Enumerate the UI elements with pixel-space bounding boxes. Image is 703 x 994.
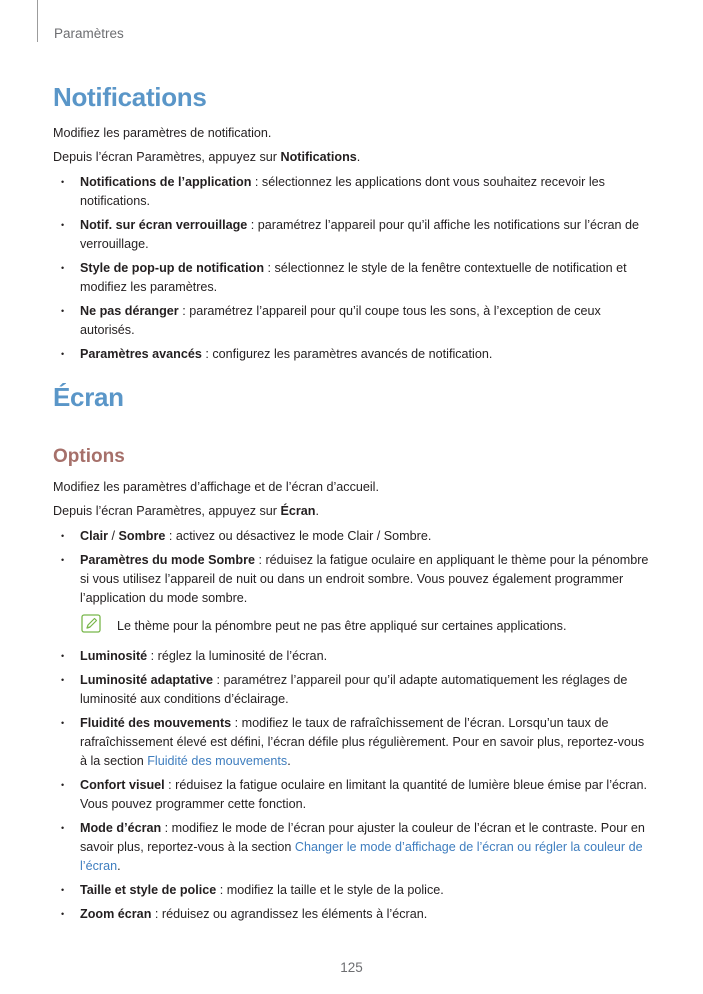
notifications-path: Depuis l’écran Paramètres, appuyez sur Notifications. xyxy=(53,150,361,164)
note xyxy=(81,613,641,637)
list-item: • Notifications de l’application : sélectionnez les applications dont vous souhaitez recevoir les notifications. xyxy=(53,173,653,211)
list-item: • Confort visuel : réduisez la fatigue oculaire en limitant la quantité de lumière bleue émise par l’écran. Vous pouvez programmer cette fonction. xyxy=(53,776,653,814)
list-item: • Luminosité adaptative : paramétrez l’appareil pour qu’il adapte automatiquement les réglages de luminosité aux conditions d’éclairage. xyxy=(53,671,653,709)
note-pencil-icon xyxy=(81,614,101,633)
notifications-list xyxy=(53,173,653,369)
list-item: • Style de pop-up de notification : sélectionnez le style de la fenêtre contextuelle de notification et modifiez les paramètres. xyxy=(53,259,653,297)
list-item: • Fluidité des mouvements : modifiez le taux de rafraîchissement de l’écran. Lorsqu’un taux de rafraîchissement élevé est défini, l’écran défile plus régulièrement. Pour en savoir plus, reportez-vous à la section Fluidité des mouvements. xyxy=(53,714,653,771)
list-item: • Paramètres avancés : configurez les paramètres avancés de notification. xyxy=(53,345,653,364)
ecran-list-b xyxy=(53,647,653,929)
heading-notifications: Notifications xyxy=(53,82,207,112)
list-item: • Zoom écran : réduisez ou agrandissez les éléments à l’écran. xyxy=(53,905,653,924)
list-item: • Ne pas déranger : paramétrez l’appareil pour qu’il coupe tous les sons, à l’exception de ceux autorisés. xyxy=(53,302,653,340)
list-item: • Mode d’écran : modifiez le mode de l’écran pour ajuster la couleur de l’écran et le contraste. Pour en savoir plus, reportez-vous à la section Changer le mode d’affichage de l’écran ou régler la couleur de l’écran. xyxy=(53,819,653,876)
list-item: • Clair / Sombre : activez ou désactivez le mode Clair / Sombre. xyxy=(53,527,653,546)
running-header: Paramètres xyxy=(54,26,124,41)
header-rule xyxy=(37,0,38,42)
heading-ecran: Écran xyxy=(53,382,124,412)
list-item: • Luminosité : réglez la luminosité de l’écran. xyxy=(53,647,653,666)
list-item: • Notif. sur écran verrouillage : paramétrez l’appareil pour qu’il affiche les notifications sur l’écran de verrouillage. xyxy=(53,216,653,254)
ecran-list-a xyxy=(53,527,653,613)
notifications-intro: Modifiez les paramètres de notification. xyxy=(53,126,272,140)
link-mode-ecran[interactable]: Changer le mode d’affichage de l’écran ou régler la couleur de l’écran xyxy=(80,840,643,873)
heading-options: Options xyxy=(53,446,125,467)
ecran-path: Depuis l’écran Paramètres, appuyez sur Écran. xyxy=(53,504,320,518)
note-text: Le thème pour la pénombre peut ne pas être appliqué sur certaines applications. xyxy=(117,619,567,633)
list-item: • Taille et style de police : modifiez la taille et le style de la police. xyxy=(53,881,653,900)
link-fluidite[interactable]: Fluidité des mouvements xyxy=(147,754,288,768)
page-number: 125 xyxy=(340,960,363,975)
list-item: • Paramètres du mode Sombre : réduisez la fatigue oculaire en appliquant le thème pour la pénombre si vous utilisez l’appareil de nuit ou dans un endroit sombre. Vous pouvez également programmer l’application du mode sombre. xyxy=(53,551,653,608)
ecran-intro: Modifiez les paramètres d’affichage et de l’écran d’accueil. xyxy=(53,480,379,494)
